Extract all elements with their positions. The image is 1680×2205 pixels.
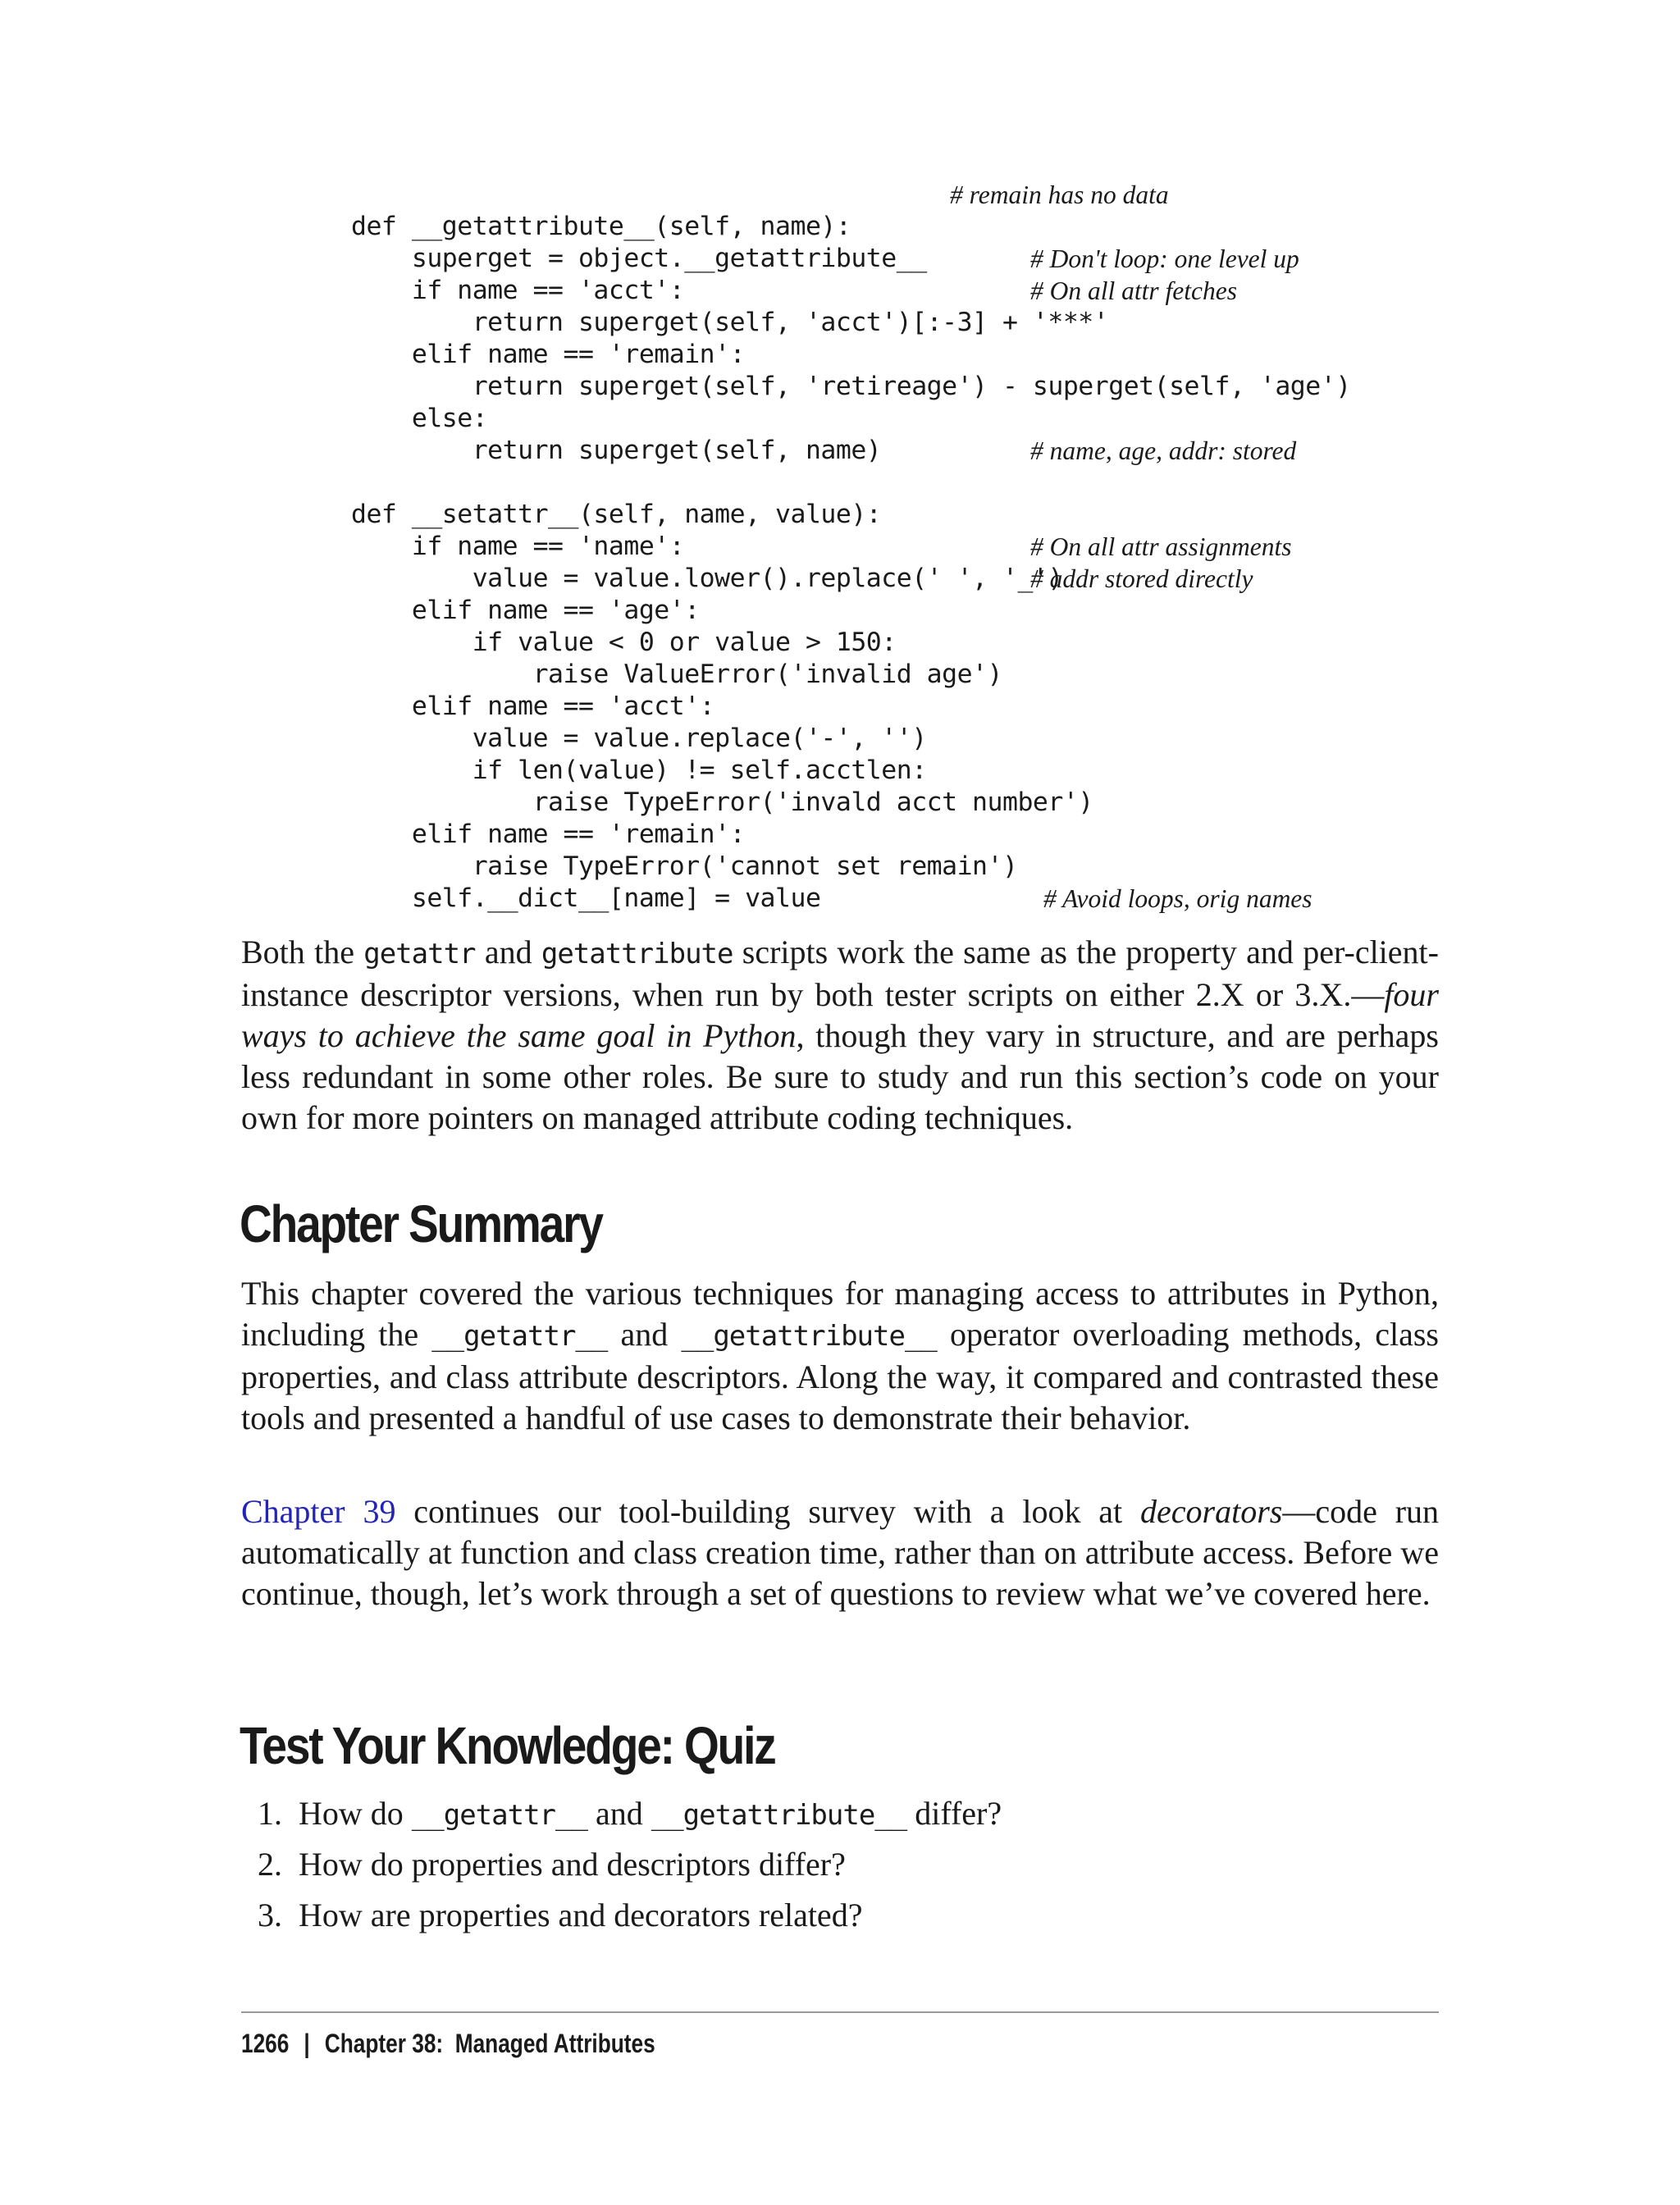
chapter-39-link[interactable]: Chapter 39 xyxy=(241,1493,396,1530)
code-text: def __setattr__(self, name, value): xyxy=(351,500,882,529)
quiz-question xyxy=(299,1788,1002,1841)
code-listing xyxy=(0,0,1680,915)
section-heading-quiz: Test Your Knowledge: Quiz xyxy=(240,1716,775,1775)
code-text: return superget(self, name) xyxy=(351,436,882,465)
quiz-list xyxy=(246,1788,1395,1941)
code-text: elif name == 'age': xyxy=(351,596,700,625)
quiz-number: 1. xyxy=(258,1795,282,1832)
code-text: if name == 'name': xyxy=(351,532,685,561)
text-run: How are properties and decorators related? xyxy=(299,1897,863,1933)
summary-paragraph-2 xyxy=(241,1491,1439,1614)
quiz-question xyxy=(299,1890,862,1941)
text-run: and xyxy=(475,934,541,970)
body-paragraph xyxy=(241,932,1439,1139)
section-heading-summary: Chapter Summary xyxy=(240,1194,602,1253)
italic-text: four ways to achieve the same goal in Python xyxy=(241,976,1439,1054)
code-text: else: xyxy=(351,404,488,433)
code-comment: # remain has no data xyxy=(950,180,1169,209)
code-text: def __getattribute__(self, name): xyxy=(351,212,851,241)
code-text: return superget(self, 'acct')[:-3] + '***' xyxy=(351,308,1109,337)
page-number: 1266 xyxy=(241,2029,290,2058)
code-text: raise ValueError('invalid age') xyxy=(351,660,1002,689)
code-comment: # addr stored directly xyxy=(1030,564,1253,593)
italic-text: decorators xyxy=(1140,1493,1283,1530)
code-comment: # On all attr fetches xyxy=(1030,276,1237,305)
text-run: and xyxy=(587,1795,651,1832)
text-run: —code run automatically at function and class creation time, rather than on attribute access. Before we continue, though, let’s work through a set of questions to review what we’ve covered here. xyxy=(241,1493,1440,1612)
inline-code: __getattribute__ xyxy=(681,1320,937,1353)
footer-rule xyxy=(241,2011,1439,2013)
text-run: differ? xyxy=(906,1795,1002,1832)
code-text: superget = object.__getattribute__ xyxy=(351,244,927,273)
text-run: and xyxy=(607,1316,682,1353)
footer-chapter-title: Chapter 38: Managed Attributes xyxy=(324,2029,655,2058)
code-text: elif name == 'remain': xyxy=(351,819,746,849)
text-run: How do xyxy=(299,1795,412,1832)
quiz-item xyxy=(246,1890,1395,1941)
text-run: scripts work the same as the property and per-client-instance descriptor versions, when run by both tester scripts on either 2.X or 3.X.— xyxy=(241,934,1439,1013)
code-text: if value < 0 or value > 150: xyxy=(351,628,897,657)
code-text: value = value.lower().replace(' ', '_') xyxy=(351,564,1063,593)
quiz-item xyxy=(246,1788,1395,1839)
inline-code: __getattr__ xyxy=(411,1799,587,1832)
text-run: continues our tool-building survey with a look at xyxy=(395,1493,1141,1530)
text-run: This chapter covered the various techniques for managing access to attributes in Python, including the xyxy=(241,1275,1439,1353)
code-text: raise TypeError('cannot set remain') xyxy=(351,851,1018,881)
text-run: Both the xyxy=(241,934,364,970)
code-comment: # name, age, addr: stored xyxy=(1030,436,1297,465)
code-comment: # On all attr assignments xyxy=(1030,532,1292,561)
inline-code: __getattribute__ xyxy=(651,1799,907,1832)
code-text: if name == 'acct': xyxy=(351,276,685,305)
text-run: How do properties and descriptors differ? xyxy=(299,1846,846,1883)
quiz-question xyxy=(299,1839,846,1890)
code-text: raise TypeError('invald acct number') xyxy=(351,788,1093,817)
code-comment: # Avoid loops, orig names xyxy=(1043,884,1312,913)
code-text: elif name == 'acct': xyxy=(351,692,715,721)
inline-code: __getattr__ xyxy=(431,1320,608,1353)
inline-code: getattr xyxy=(363,938,476,970)
code-comment: # Don't loop: one level up xyxy=(1030,244,1299,273)
quiz-number: 2. xyxy=(258,1846,282,1883)
code-text: value = value.replace('-', '') xyxy=(351,724,927,753)
text-run: operator overloading methods, class properties, and class attribute descriptors. Along the way, it compared and contrasted these tools and presented a handful of use cases to demonstrate their behavior. xyxy=(241,1316,1439,1436)
code-text: return superget(self, 'retireage') - superget(self, 'age') xyxy=(351,372,1351,401)
text-run: , though they vary in structure, and are perhaps less redundant in some other roles. Be sure to study and run this section’s code on your own for more pointers on managed attribute coding techniques. xyxy=(241,1017,1440,1136)
code-text: if len(value) != self.acctlen: xyxy=(351,756,927,785)
quiz-item xyxy=(246,1839,1395,1890)
code-text: elif name == 'remain': xyxy=(351,340,746,369)
quiz-number: 3. xyxy=(258,1897,282,1933)
code-text: self.__dict__[name] = value xyxy=(351,883,821,913)
summary-paragraph xyxy=(241,1273,1439,1439)
footer-separator: | xyxy=(304,2029,310,2058)
inline-code: getattribute xyxy=(541,938,733,970)
page-footer xyxy=(241,2023,655,2064)
